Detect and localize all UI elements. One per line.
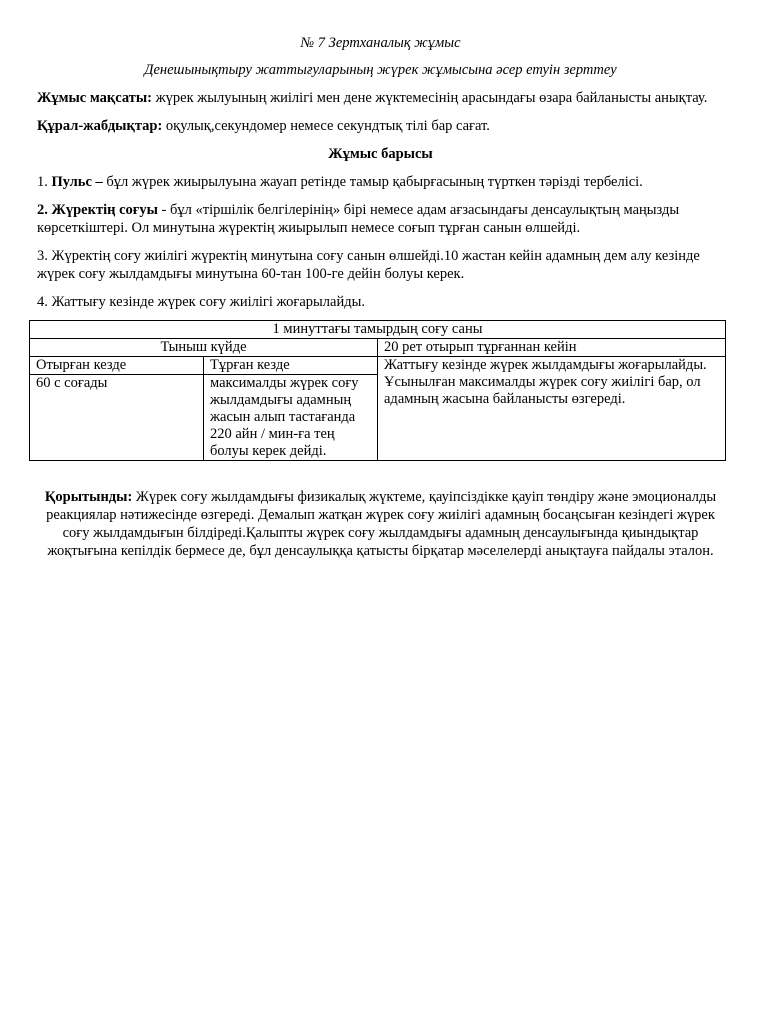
item-number: 2.: [37, 202, 52, 218]
sitting-value-cell: 60 с соғады: [30, 375, 204, 461]
conclusion-paragraph: [37, 488, 724, 560]
goal-label: Жұмыс мақсаты:: [37, 90, 152, 106]
procedure-item-4: [37, 293, 724, 311]
item-number: 4.: [37, 294, 52, 310]
item-text: бұл жүрек жиырылуына жауап ретінде тамыр қабырғасының түрткен тәрізді тербелісі.: [102, 174, 643, 190]
equipment-label: Құрал-жабдықтар:: [37, 118, 163, 134]
table-header-cell: 1 минуттағы тамырдың соғу саны: [30, 321, 726, 339]
goal-text: жүрек жылуының жиілігі мен дене жүктемесінің арасындағы өзара байланысты анықтау.: [152, 90, 708, 106]
item-number: 3.: [37, 248, 52, 264]
conclusion-text: Жүрек соғу жылдамдығы физикалық жүктеме, қауіпсіздікке қауіп төндіру және эмоционалды реакциялар нәтижесінде өзгереді. Демалып жатқан жүрек соғу жиілігі адамның босаңсыған кезіндегі жүрек соғу жылдамдығын білдіреді.Қалыпты жүрек соғу жылдамдығы адамның денсаулығында қиындықтар жоқтығына кепілдік бермесе де, бұл денсаулыққа қатысты бірқатар мәселелерді анықтауға пайдалы эталон.: [46, 489, 717, 559]
after-exercise-cell: [378, 339, 726, 461]
after-header: 20 рет отырып тұрғаннан кейін: [378, 339, 725, 357]
document-title: № 7 Зертханалық жұмыс: [300, 35, 461, 51]
document-subtitle: Денешынықтыру жаттығуларының жүрек жұмысына әсер етуін зерттеу: [144, 62, 617, 78]
equipment-text: оқулық,секундомер немесе секундтық тілі бар сағат.: [162, 118, 490, 134]
rest-header-cell: Тыныш күйде: [30, 339, 378, 357]
standing-value-cell: максималды жүрек соғу жылдамдығы адамның жасын алып тастағанда 220 айн / мин-ға тең болуы керек дейді.: [204, 375, 378, 461]
goal-paragraph: [37, 89, 724, 107]
sitting-header-cell: Отырған кезде: [30, 357, 204, 375]
pulse-table: [29, 320, 726, 461]
table-row: [30, 339, 726, 357]
item-number: 1.: [37, 174, 52, 190]
procedure-heading: Жұмыс барысы: [328, 146, 433, 162]
procedure-item-3: [37, 247, 724, 283]
table-row: [30, 321, 726, 339]
item-text: Жаттығу кезінде жүрек соғу жиілігі жоғарылайды.: [51, 294, 365, 310]
procedure-item-1: [37, 173, 724, 191]
procedure-item-2: [37, 201, 724, 237]
conclusion-label: Қорытынды:: [44, 489, 133, 505]
item-term: Пульс –: [51, 174, 103, 190]
item-term: Жүректің соғуы: [51, 202, 158, 218]
item-text: - бұл «тіршілік белгілерінің» бірі немесе адам ағзасындағы денсаулықтың маңызды көрсеткіштері. Ол минутына жүректің жиырылып немесе соғып тұрған санын өлшейді.: [37, 202, 680, 236]
equipment-paragraph: [37, 117, 724, 135]
after-value: Жаттығу кезінде жүрек жылдамдығы жоғарылайды. Ұсынылған максималды жүрек соғу жиілігі бар, ол адамның жасына байланысты өзгереді.: [384, 357, 707, 407]
standing-header-cell: Тұрған кезде: [204, 357, 378, 375]
item-text: Жүректің соғу жиілігі жүректің минутына соғу санын өлшейді.10 жастан кейін адамның дем алу кезінде жүрек соғу жылдамдығы минутына 60-тан 100-ге дейін болуы керек.: [37, 248, 700, 282]
